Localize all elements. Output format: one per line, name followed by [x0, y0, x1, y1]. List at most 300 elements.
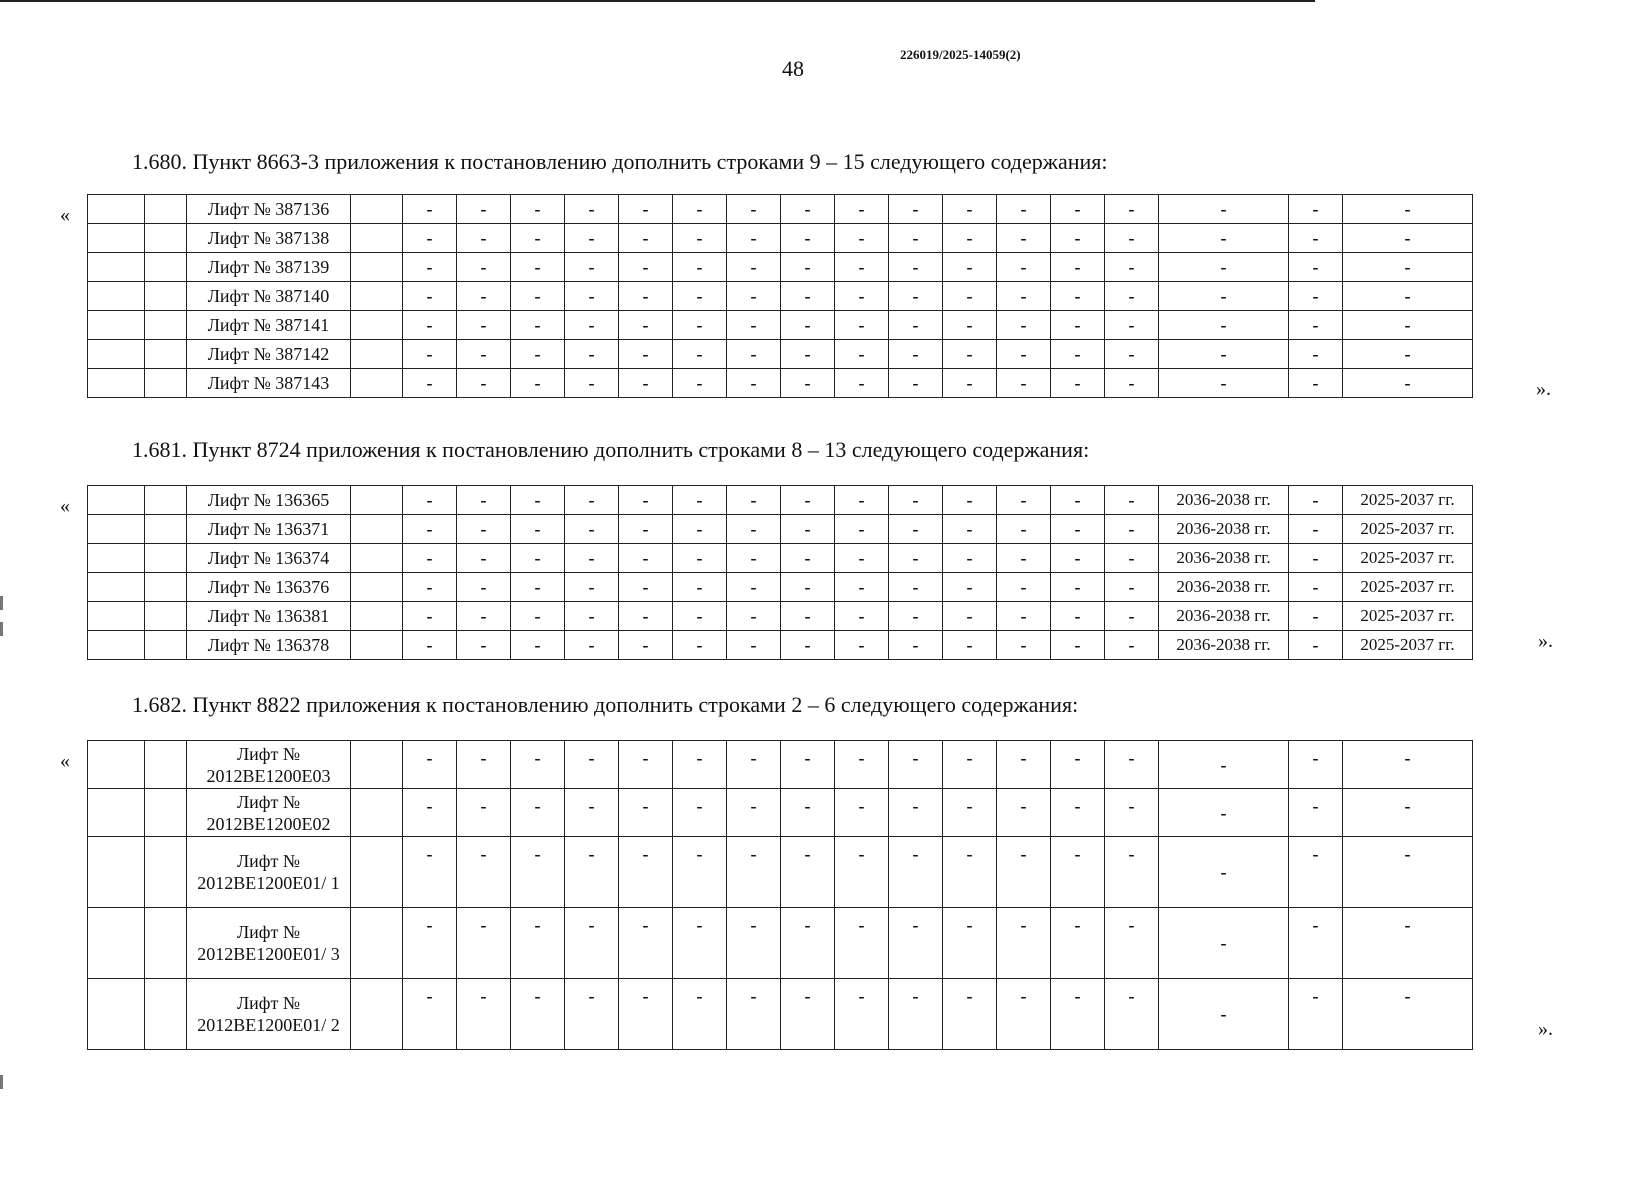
dash-cell: - — [781, 195, 835, 224]
period-cell: 2025-2037 гг. — [1343, 602, 1473, 631]
dash-cell: - — [835, 340, 889, 369]
dash-cell: - — [1159, 979, 1289, 1050]
dash-cell: - — [1289, 602, 1343, 631]
dash-cell: - — [997, 908, 1051, 979]
close-quote: ». — [1538, 630, 1553, 652]
dash-cell: - — [781, 486, 835, 515]
dash-cell: - — [1051, 979, 1105, 1050]
dash-cell: - — [943, 602, 997, 631]
dash-cell: - — [457, 979, 511, 1050]
table-section-2 — [87, 485, 1473, 660]
margin-mark — [0, 596, 3, 610]
dash-cell: - — [1051, 631, 1105, 660]
dash-cell: - — [457, 908, 511, 979]
dash-cell: - — [565, 282, 619, 311]
elevator-name-cell: Лифт № 136374 — [187, 544, 351, 573]
dash-cell: - — [457, 544, 511, 573]
dash-cell: - — [673, 253, 727, 282]
empty-cell — [145, 789, 187, 837]
dash-cell: - — [943, 789, 997, 837]
dash-cell: - — [781, 602, 835, 631]
dash-cell: - — [1105, 544, 1159, 573]
dash-cell: - — [673, 486, 727, 515]
dash-cell: - — [1051, 515, 1105, 544]
dash-cell: - — [1159, 195, 1289, 224]
period-cell: 2025-2037 гг. — [1343, 573, 1473, 602]
dash-cell: - — [997, 837, 1051, 908]
dash-cell: - — [781, 282, 835, 311]
empty-cell — [351, 224, 403, 253]
table-row — [88, 253, 1473, 282]
dash-cell: - — [1051, 486, 1105, 515]
dash-cell: - — [835, 741, 889, 789]
dash-cell: - — [1051, 573, 1105, 602]
dash-cell: - — [1105, 908, 1159, 979]
dash-cell: - — [727, 369, 781, 398]
dash-cell: - — [1105, 340, 1159, 369]
dash-cell: - — [457, 369, 511, 398]
empty-cell — [351, 602, 403, 631]
dash-cell: - — [835, 602, 889, 631]
dash-cell: - — [565, 195, 619, 224]
empty-cell — [88, 837, 145, 908]
dash-cell: - — [943, 979, 997, 1050]
dash-cell: - — [403, 515, 457, 544]
dash-cell: - — [619, 573, 673, 602]
dash-cell: - — [619, 741, 673, 789]
top-border-line — [0, 0, 1315, 2]
dash-cell: - — [997, 311, 1051, 340]
dash-cell: - — [511, 369, 565, 398]
table-row — [88, 789, 1473, 837]
dash-cell: - — [835, 515, 889, 544]
dash-cell: - — [565, 224, 619, 253]
elevator-name-cell: Лифт № 387139 — [187, 253, 351, 282]
empty-cell — [88, 602, 145, 631]
empty-cell — [145, 311, 187, 340]
dash-cell: - — [565, 837, 619, 908]
dash-cell: - — [403, 486, 457, 515]
dash-cell: - — [673, 369, 727, 398]
empty-cell — [88, 631, 145, 660]
dash-cell: - — [943, 369, 997, 398]
dash-cell: - — [835, 544, 889, 573]
table-row — [88, 369, 1473, 398]
empty-cell — [145, 908, 187, 979]
dash-cell: - — [457, 573, 511, 602]
dash-cell: - — [727, 486, 781, 515]
table-row — [88, 340, 1473, 369]
dash-cell: - — [1051, 741, 1105, 789]
dash-cell: - — [403, 311, 457, 340]
dash-cell: - — [1289, 837, 1343, 908]
elevator-name-cell: Лифт № 387143 — [187, 369, 351, 398]
dash-cell: - — [673, 195, 727, 224]
dash-cell: - — [1051, 253, 1105, 282]
dash-cell: - — [1051, 282, 1105, 311]
dash-cell: - — [997, 573, 1051, 602]
dash-cell: - — [889, 369, 943, 398]
close-quote: ». — [1538, 1018, 1553, 1040]
dash-cell: - — [565, 631, 619, 660]
empty-cell — [88, 486, 145, 515]
open-quote: « — [60, 495, 70, 517]
dash-cell: - — [403, 253, 457, 282]
dash-cell: - — [1105, 369, 1159, 398]
dash-cell: - — [565, 741, 619, 789]
elevator-name-cell: Лифт № 136378 — [187, 631, 351, 660]
dash-cell: - — [835, 573, 889, 602]
dash-cell: - — [457, 837, 511, 908]
dash-cell: - — [619, 979, 673, 1050]
dash-cell: - — [1343, 195, 1473, 224]
empty-cell — [88, 369, 145, 398]
dash-cell: - — [889, 573, 943, 602]
elevator-name-cell: Лифт № 2012ВЕ1200Е01/ 3 — [187, 908, 351, 979]
dash-cell: - — [943, 837, 997, 908]
dash-cell: - — [943, 224, 997, 253]
table-row — [88, 224, 1473, 253]
dash-cell: - — [511, 515, 565, 544]
empty-cell — [145, 515, 187, 544]
dash-cell: - — [403, 340, 457, 369]
dash-cell: - — [781, 631, 835, 660]
dash-cell: - — [943, 741, 997, 789]
elevator-name-cell: Лифт № 387138 — [187, 224, 351, 253]
dash-cell: - — [511, 602, 565, 631]
empty-cell — [145, 573, 187, 602]
dash-cell: - — [835, 369, 889, 398]
dash-cell: - — [403, 573, 457, 602]
dash-cell: - — [403, 908, 457, 979]
dash-cell: - — [457, 631, 511, 660]
dash-cell: - — [1105, 486, 1159, 515]
dash-cell: - — [403, 789, 457, 837]
dash-cell: - — [565, 369, 619, 398]
period-cell: 2036-2038 гг. — [1159, 631, 1289, 660]
dash-cell: - — [727, 789, 781, 837]
dash-cell: - — [1289, 515, 1343, 544]
dash-cell: - — [997, 224, 1051, 253]
dash-cell: - — [727, 340, 781, 369]
dash-cell: - — [943, 908, 997, 979]
dash-cell: - — [943, 253, 997, 282]
dash-cell: - — [565, 515, 619, 544]
dash-cell: - — [781, 979, 835, 1050]
empty-cell — [145, 486, 187, 515]
dash-cell: - — [511, 224, 565, 253]
elevator-name-cell: Лифт № 136371 — [187, 515, 351, 544]
dash-cell: - — [1105, 631, 1159, 660]
dash-cell: - — [457, 515, 511, 544]
dash-cell: - — [619, 631, 673, 660]
dash-cell: - — [457, 602, 511, 631]
dash-cell: - — [943, 486, 997, 515]
dash-cell: - — [1289, 789, 1343, 837]
dash-cell: - — [403, 602, 457, 631]
dash-cell: - — [781, 573, 835, 602]
dash-cell: - — [835, 908, 889, 979]
empty-cell — [351, 908, 403, 979]
dash-cell: - — [997, 369, 1051, 398]
empty-cell — [88, 340, 145, 369]
elevator-name-cell: Лифт № 2012ВЕ1200Е01/ 2 — [187, 979, 351, 1050]
table-section-3 — [87, 740, 1473, 1050]
empty-cell — [145, 369, 187, 398]
dash-cell: - — [835, 282, 889, 311]
empty-cell — [145, 282, 187, 311]
margin-mark — [0, 622, 3, 636]
dash-cell: - — [619, 311, 673, 340]
empty-cell — [88, 311, 145, 340]
dash-cell: - — [1105, 979, 1159, 1050]
period-cell: 2025-2037 гг. — [1343, 486, 1473, 515]
dash-cell: - — [673, 311, 727, 340]
dash-cell: - — [889, 837, 943, 908]
dash-cell: - — [673, 544, 727, 573]
dash-cell: - — [727, 837, 781, 908]
table-row — [88, 837, 1473, 908]
dash-cell: - — [943, 631, 997, 660]
dash-cell: - — [403, 195, 457, 224]
dash-cell: - — [673, 979, 727, 1050]
elevator-name-cell: Лифт № 387140 — [187, 282, 351, 311]
dash-cell: - — [727, 515, 781, 544]
margin-mark — [0, 1075, 3, 1089]
empty-cell — [351, 979, 403, 1050]
dash-cell: - — [457, 224, 511, 253]
dash-cell: - — [1343, 908, 1473, 979]
dash-cell: - — [1105, 573, 1159, 602]
dash-cell: - — [997, 602, 1051, 631]
dash-cell: - — [889, 340, 943, 369]
dash-cell: - — [835, 486, 889, 515]
dash-cell: - — [997, 340, 1051, 369]
dash-cell: - — [1343, 282, 1473, 311]
empty-cell — [351, 340, 403, 369]
dash-cell: - — [1159, 789, 1289, 837]
empty-cell — [351, 282, 403, 311]
dash-cell: - — [565, 602, 619, 631]
dash-cell: - — [673, 837, 727, 908]
dash-cell: - — [889, 631, 943, 660]
dash-cell: - — [457, 311, 511, 340]
dash-cell: - — [1343, 741, 1473, 789]
dash-cell: - — [403, 837, 457, 908]
dash-cell: - — [1159, 908, 1289, 979]
empty-cell — [88, 253, 145, 282]
dash-cell: - — [511, 908, 565, 979]
dash-cell: - — [511, 837, 565, 908]
table-row — [88, 544, 1473, 573]
empty-cell — [88, 789, 145, 837]
dash-cell: - — [1289, 544, 1343, 573]
period-cell: 2036-2038 гг. — [1159, 602, 1289, 631]
dash-cell: - — [403, 224, 457, 253]
section-heading: 1.680. Пункт 8663-3 приложения к постановлению дополнить строками 9 – 15 следующего содержания: — [132, 149, 1108, 174]
dash-cell: - — [619, 224, 673, 253]
empty-cell — [351, 486, 403, 515]
dash-cell: - — [1289, 979, 1343, 1050]
dash-cell: - — [889, 908, 943, 979]
dash-cell: - — [781, 224, 835, 253]
empty-cell — [145, 602, 187, 631]
dash-cell: - — [673, 515, 727, 544]
dash-cell: - — [457, 789, 511, 837]
dash-cell: - — [511, 340, 565, 369]
table-row — [88, 515, 1473, 544]
dash-cell: - — [1289, 311, 1343, 340]
dash-cell: - — [781, 908, 835, 979]
dash-cell: - — [889, 282, 943, 311]
dash-cell: - — [997, 515, 1051, 544]
dash-cell: - — [1051, 340, 1105, 369]
dash-cell: - — [727, 253, 781, 282]
dash-cell: - — [1105, 282, 1159, 311]
elevator-name-cell: Лифт № 387142 — [187, 340, 351, 369]
dash-cell: - — [619, 486, 673, 515]
dash-cell: - — [1343, 224, 1473, 253]
dash-cell: - — [1289, 195, 1343, 224]
dash-cell: - — [511, 486, 565, 515]
empty-cell — [88, 741, 145, 789]
dash-cell: - — [1051, 908, 1105, 979]
dash-cell: - — [511, 979, 565, 1050]
dash-cell: - — [1343, 979, 1473, 1050]
dash-cell: - — [727, 631, 781, 660]
dash-cell: - — [943, 282, 997, 311]
dash-cell: - — [403, 369, 457, 398]
dash-cell: - — [511, 631, 565, 660]
dash-cell: - — [619, 282, 673, 311]
dash-cell: - — [835, 979, 889, 1050]
dash-cell: - — [1105, 253, 1159, 282]
dash-cell: - — [1289, 486, 1343, 515]
dash-cell: - — [1289, 369, 1343, 398]
dash-cell: - — [727, 979, 781, 1050]
open-quote: « — [60, 750, 70, 772]
dash-cell: - — [619, 837, 673, 908]
empty-cell — [145, 544, 187, 573]
table-row — [88, 311, 1473, 340]
section-heading: 1.682. Пункт 8822 приложения к постановлению дополнить строками 2 – 6 следующего содержания: — [132, 692, 1079, 717]
dash-cell: - — [943, 544, 997, 573]
dash-cell: - — [1051, 837, 1105, 908]
empty-cell — [145, 195, 187, 224]
dash-cell: - — [619, 195, 673, 224]
elevator-name-cell: Лифт № 136365 — [187, 486, 351, 515]
dash-cell: - — [619, 369, 673, 398]
dash-cell: - — [781, 311, 835, 340]
empty-cell — [88, 573, 145, 602]
dash-cell: - — [1289, 741, 1343, 789]
dash-cell: - — [781, 741, 835, 789]
dash-cell: - — [781, 369, 835, 398]
dash-cell: - — [835, 311, 889, 340]
dash-cell: - — [457, 195, 511, 224]
dash-cell: - — [889, 544, 943, 573]
table-row — [88, 602, 1473, 631]
close-quote: ». — [1536, 378, 1551, 400]
dash-cell: - — [1105, 602, 1159, 631]
dash-cell: - — [1051, 311, 1105, 340]
dash-cell: - — [403, 979, 457, 1050]
dash-cell: - — [781, 253, 835, 282]
dash-cell: - — [1289, 282, 1343, 311]
dash-cell: - — [1343, 369, 1473, 398]
dash-cell: - — [673, 789, 727, 837]
dash-cell: - — [511, 741, 565, 789]
dash-cell: - — [997, 195, 1051, 224]
dash-cell: - — [1051, 789, 1105, 837]
empty-cell — [88, 282, 145, 311]
dash-cell: - — [403, 741, 457, 789]
dash-cell: - — [1289, 573, 1343, 602]
period-cell: 2036-2038 гг. — [1159, 486, 1289, 515]
dash-cell: - — [673, 282, 727, 311]
dash-cell: - — [997, 789, 1051, 837]
dash-cell: - — [457, 741, 511, 789]
empty-cell — [351, 253, 403, 282]
dash-cell: - — [565, 908, 619, 979]
dash-cell: - — [1159, 340, 1289, 369]
dash-cell: - — [1159, 741, 1289, 789]
dash-cell: - — [619, 253, 673, 282]
dash-cell: - — [1051, 602, 1105, 631]
dash-cell: - — [889, 224, 943, 253]
dash-cell: - — [943, 340, 997, 369]
dash-cell: - — [727, 741, 781, 789]
dash-cell: - — [673, 908, 727, 979]
empty-cell — [88, 979, 145, 1050]
empty-cell — [351, 544, 403, 573]
empty-cell — [145, 340, 187, 369]
dash-cell: - — [1343, 340, 1473, 369]
period-cell: 2036-2038 гг. — [1159, 515, 1289, 544]
empty-cell — [351, 789, 403, 837]
dash-cell: - — [457, 340, 511, 369]
dash-cell: - — [1051, 224, 1105, 253]
dash-cell: - — [835, 631, 889, 660]
dash-cell: - — [727, 224, 781, 253]
dash-cell: - — [943, 515, 997, 544]
dash-cell: - — [457, 253, 511, 282]
section-heading: 1.681. Пункт 8724 приложения к постановлению дополнить строками 8 – 13 следующего содержания: — [132, 437, 1090, 462]
dash-cell: - — [727, 573, 781, 602]
table-row — [88, 486, 1473, 515]
dash-cell: - — [1159, 224, 1289, 253]
dash-cell: - — [1105, 789, 1159, 837]
empty-cell — [145, 741, 187, 789]
dash-cell: - — [889, 515, 943, 544]
dash-cell: - — [673, 602, 727, 631]
dash-cell: - — [1051, 195, 1105, 224]
empty-cell — [351, 515, 403, 544]
table-row — [88, 631, 1473, 660]
elevator-name-cell: Лифт № 136381 — [187, 602, 351, 631]
dash-cell: - — [1105, 515, 1159, 544]
dash-cell: - — [835, 224, 889, 253]
empty-cell — [145, 253, 187, 282]
dash-cell: - — [1289, 631, 1343, 660]
dash-cell: - — [835, 253, 889, 282]
empty-cell — [351, 369, 403, 398]
empty-cell — [88, 544, 145, 573]
dash-cell: - — [1289, 224, 1343, 253]
dash-cell: - — [889, 602, 943, 631]
dash-cell: - — [781, 544, 835, 573]
dash-cell: - — [781, 515, 835, 544]
